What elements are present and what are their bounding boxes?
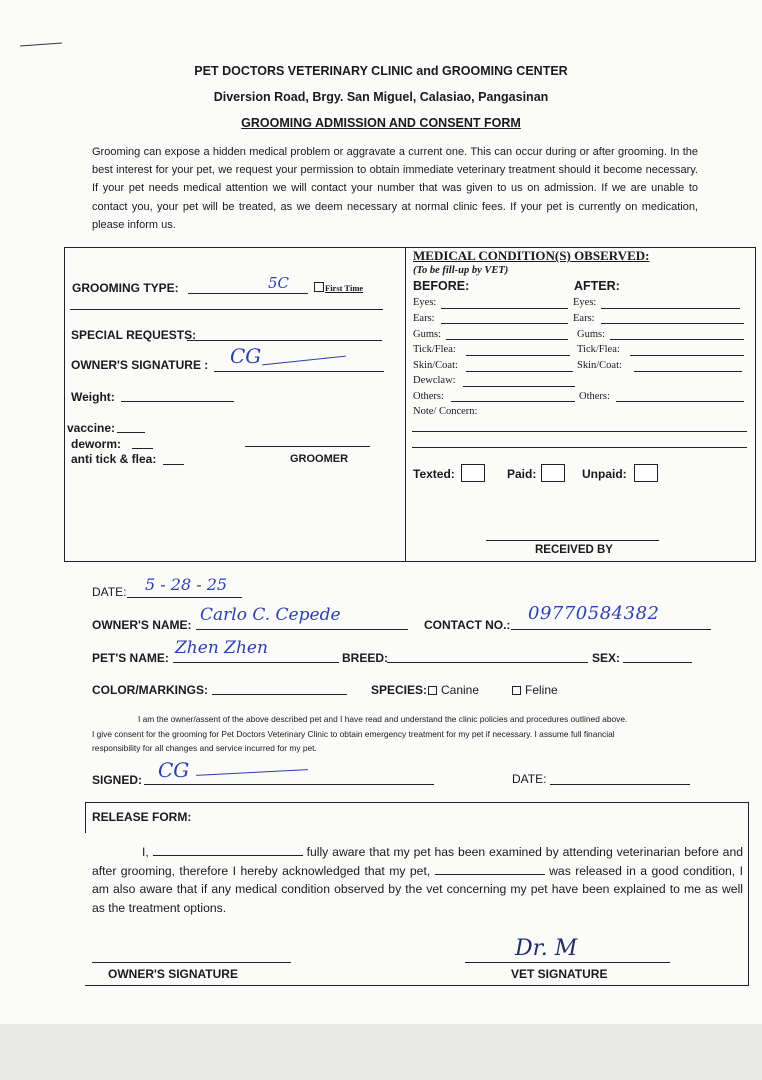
signed-stroke — [196, 769, 308, 776]
anti-tick-line[interactable] — [163, 464, 184, 465]
before-skin-label: Skin/Coat: — [413, 360, 458, 371]
special-requests-line[interactable] — [187, 340, 382, 341]
grooming-type-line-2[interactable] — [70, 309, 383, 310]
deworm-line[interactable] — [132, 448, 153, 449]
before-gums-label: Gums: — [413, 329, 442, 340]
weight-label: Weight: — [71, 390, 115, 404]
signed-value: CG — [158, 758, 190, 782]
form-title: GROOMING ADMISSION AND CONSENT FORM — [241, 116, 521, 130]
special-requests-label: SPECIAL REQUESTS: — [71, 328, 197, 342]
groomer-label: GROOMER — [290, 453, 349, 465]
consent-date-line[interactable] — [550, 784, 690, 785]
vet-signature-label: VET SIGNATURE — [511, 967, 608, 981]
after-others-label: Others: — [579, 391, 610, 402]
release-owner-signature-line[interactable] — [92, 962, 291, 963]
first-time-label: First Time — [325, 283, 364, 293]
release-name-blank[interactable] — [153, 845, 303, 856]
before-eyes-label: Eyes: — [413, 297, 437, 308]
contact-no-value: 09770584382 — [528, 603, 660, 624]
column-divider — [405, 248, 406, 561]
note-line-1[interactable] — [412, 431, 747, 432]
breed-line[interactable] — [387, 662, 588, 663]
grooming-type-label: GROOMING TYPE: — [72, 281, 179, 295]
after-gums-label: Gums: — [577, 329, 606, 340]
consent-line-2: I give consent for the grooming for Pet Doctors Veterinary Clinic to obtain emergency treatment for my pet if necessary. I assume full financial — [92, 729, 615, 739]
contact-no-line[interactable] — [511, 629, 711, 630]
after-gums-line[interactable] — [610, 339, 744, 340]
signed-label: SIGNED: — [92, 773, 143, 787]
paid-label: Paid: — [507, 467, 537, 481]
before-tick-line[interactable] — [466, 355, 570, 356]
before-others-line[interactable] — [451, 401, 575, 402]
owner-signature-line[interactable] — [214, 371, 384, 372]
release-i: I, — [142, 845, 149, 859]
paid-checkbox[interactable] — [541, 464, 565, 482]
before-tick-label: Tick/Flea: — [413, 344, 456, 355]
note-line-2[interactable] — [412, 447, 747, 448]
note-concern-label: Note/ Concern: — [413, 406, 478, 417]
date-label: DATE: — [92, 585, 127, 599]
after-eyes-label: Eyes: — [573, 297, 597, 308]
release-paragraph — [92, 843, 743, 917]
release-text-2: was released in a good condition, I am also aware that if any medical condition observed by the vet concerning my pet have been explained to me as well as the treatment options. — [92, 863, 744, 915]
contact-no-label: CONTACT NO.: — [424, 618, 511, 632]
consent-date-label: DATE: — [512, 772, 547, 786]
pet-name-line[interactable] — [173, 662, 339, 663]
after-skin-line[interactable] — [634, 371, 742, 372]
anti-tick-label: anti tick & flea: — [71, 452, 157, 466]
after-eyes-line[interactable] — [601, 308, 740, 309]
before-label: BEFORE: — [413, 279, 470, 293]
received-by-label: RECEIVED BY — [535, 544, 613, 556]
weight-line[interactable] — [121, 401, 234, 402]
before-dewclaw-label: Dewclaw: — [413, 375, 456, 386]
groomer-line[interactable] — [245, 446, 370, 447]
intro-paragraph: Grooming can expose a hidden medical problem or aggravate a current one. This can occur during or after grooming. In the best interest for your pet, we request your permission to obtain immediate veterinary treatment should it become necessary. If your pet needs medical attention we will contact your number that was given to us on admission. If we are unable to contact you, your pet will be treated, as we deem necessary at normal clinic fees. If your pet is currently on medication, please inform us. — [92, 146, 698, 231]
after-ears-line[interactable] — [601, 323, 744, 324]
clinic-address: Diversion Road, Brgy. San Miguel, Calasiao, Pangasinan — [213, 90, 549, 104]
vaccine-label: vaccine: — [67, 421, 116, 435]
scan-bottom-edge — [0, 1024, 762, 1080]
canine-checkbox[interactable] — [428, 686, 437, 695]
canine-option[interactable] — [428, 683, 479, 697]
texted-checkbox[interactable] — [461, 464, 485, 482]
feline-label: Feline — [525, 683, 558, 697]
after-label: AFTER: — [574, 279, 620, 293]
medical-condition-title: MEDICAL CONDITION(S) OBSERVED: — [413, 248, 650, 263]
pet-name-label: PET'S NAME: — [92, 651, 169, 665]
vaccine-line[interactable] — [117, 432, 145, 433]
owner-signature-label: OWNER'S SIGNATURE : — [71, 358, 209, 372]
owner-signature-value: CG — [230, 344, 262, 368]
after-ears-label: Ears: — [573, 313, 595, 324]
before-others-label: Others: — [413, 391, 444, 402]
release-box-left-edge — [85, 803, 86, 833]
vet-subtitle: (To be fill-up by VET) — [413, 265, 509, 276]
before-eyes-line[interactable] — [441, 308, 568, 309]
date-line[interactable] — [127, 597, 242, 598]
received-by-line[interactable] — [486, 540, 659, 541]
grooming-type-line[interactable] — [188, 293, 308, 294]
release-pet-blank[interactable] — [435, 864, 545, 875]
sex-label: SEX: — [592, 651, 621, 665]
color-markings-line[interactable] — [212, 694, 347, 695]
vet-signature-line[interactable] — [465, 962, 670, 963]
color-markings-label: COLOR/MARKINGS: — [92, 683, 208, 697]
owner-name-line[interactable] — [196, 629, 408, 630]
pet-name-value: Zhen Zhen — [175, 638, 268, 658]
owner-name-value: Carlo C. Cepede — [200, 605, 341, 625]
grooming-type-value: 5C — [268, 274, 290, 292]
before-ears-label: Ears: — [413, 313, 435, 324]
release-text-1: fully aware that my pet has been examined by attending veterinarian before and after grooming, therefore I hereby acknowledged that my pet, — [92, 845, 743, 878]
deworm-label: deworm: — [71, 437, 122, 451]
vet-signature-value: Dr. M — [515, 936, 578, 961]
consent-line-3: responsibility for all changes and service incurred for my pet. — [92, 743, 317, 753]
after-skin-label: Skin/Coat: — [577, 360, 622, 371]
feline-option[interactable] — [512, 683, 558, 697]
breed-label: BREED: — [342, 651, 389, 665]
stray-pen-mark — [20, 43, 62, 47]
clinic-name: PET DOCTORS VETERINARY CLINIC and GROOMING CENTER — [194, 64, 568, 78]
owner-name-label: OWNER'S NAME: — [92, 618, 192, 632]
first-time-checkbox[interactable] — [314, 282, 324, 292]
unpaid-label: Unpaid: — [582, 467, 627, 481]
texted-label: Texted: — [413, 467, 455, 481]
consent-line-1: I am the owner/assent of the above described pet and I have read and understand the clinic policies and procedures outlined above. — [138, 714, 628, 724]
signed-line[interactable] — [144, 784, 434, 785]
date-value: 5 - 28 - 25 — [145, 575, 228, 594]
unpaid-checkbox[interactable] — [634, 464, 658, 482]
before-ears-line[interactable] — [441, 323, 568, 324]
canine-label: Canine — [441, 683, 480, 697]
feline-checkbox[interactable] — [512, 686, 521, 695]
after-tick-line[interactable] — [630, 355, 744, 356]
species-label: SPECIES: — [371, 683, 428, 697]
sex-line[interactable] — [623, 662, 692, 663]
release-form-title: RELEASE FORM: — [92, 810, 192, 824]
before-dewclaw-line[interactable] — [463, 386, 575, 387]
before-skin-line[interactable] — [466, 371, 573, 372]
after-tick-label: Tick/Flea: — [577, 344, 620, 355]
release-owner-signature-label: OWNER'S SIGNATURE — [108, 967, 238, 981]
after-others-line[interactable] — [616, 401, 744, 402]
before-gums-line[interactable] — [446, 339, 568, 340]
